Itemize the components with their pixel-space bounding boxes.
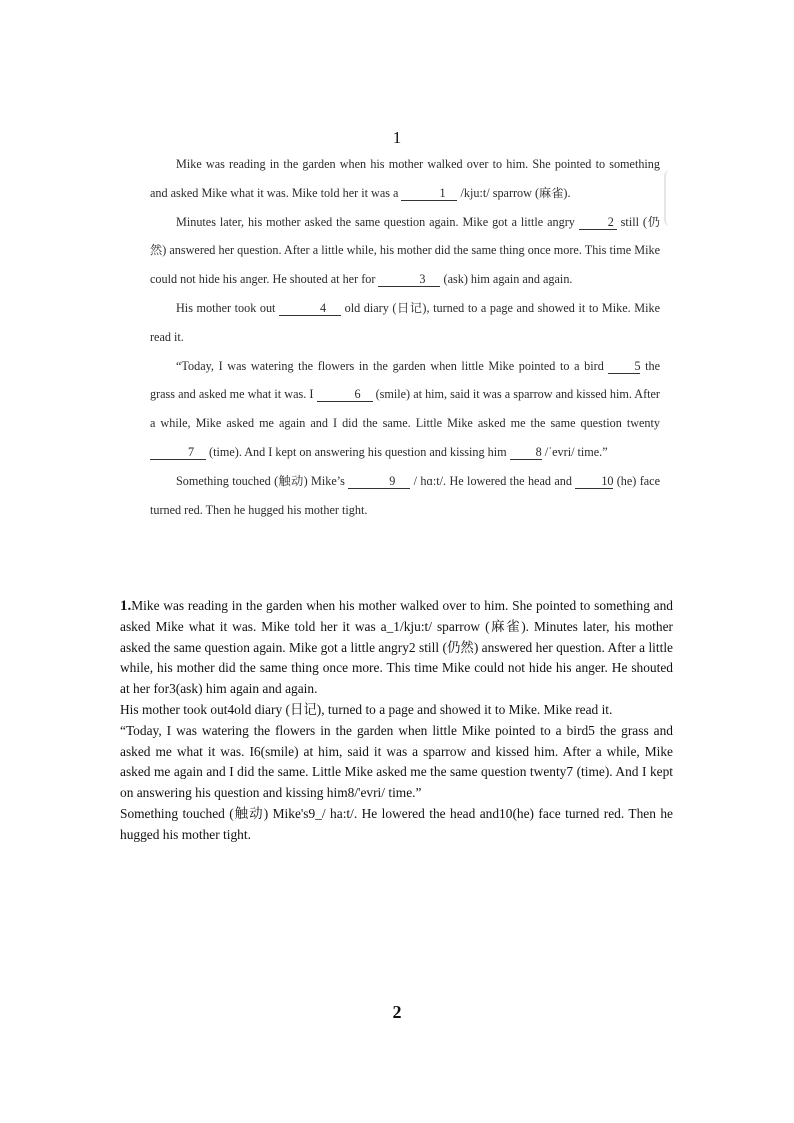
scan-text: old diary (日记), turned to a page and showed it to Mike. Mike read it. — [150, 300, 660, 344]
scan-paragraph-5 — [150, 467, 660, 525]
blank-2: 2 — [579, 216, 617, 230]
scanned-passage — [150, 150, 660, 524]
typed-text: Mike was reading in the garden when his mother walked over to him. She pointed to something and asked Mike what it was. Mike told her it was a_1/kju:t/ sparrow (麻雀). Minutes later, his mother asked the same question again. Mike got a little angry2 still (仍然) answered her question. After a little while, his mother did the same thing once more. This time Mike could not hide his anger. He shouted at her for3(ask) him again and again. — [120, 598, 673, 697]
scan-paragraph-2 — [150, 208, 660, 294]
scan-paragraph-4 — [150, 352, 660, 467]
scan-text: (he) face turned red. Then he hugged his mother tight. — [150, 473, 660, 517]
scan-edge-artifact — [664, 170, 676, 226]
scan-text: His mother took out — [176, 300, 280, 315]
blank-7: 7 — [150, 446, 206, 460]
page-number-1: 1 — [392, 128, 402, 147]
blank-1: 1 — [401, 187, 457, 201]
typed-paragraph-3: “Today, I was watering the flowers in the garden when little Mike pointed to a bird5 the grass and asked me what it was. I6(smile) at him, said it was a sparrow and kissed him. After a while, Mike asked me again and I did the same. Little Mike asked me the same question twenty7 (time). And I kept on answering his question and kissing him8/'evri/ time.” — [120, 722, 673, 801]
scan-text: Something touched (触动) Mike’s — [176, 473, 349, 488]
scan-text: (smile) at him, said it was a sparrow and kissed him. After a while, Mike asked me again and I did the same. Little Mike asked me the same question twenty — [150, 387, 660, 431]
scan-paragraph-1 — [150, 150, 660, 208]
blank-3: 3 — [378, 273, 440, 287]
scan-paragraph-3 — [150, 294, 660, 352]
scan-text: /kju:t/ sparrow (麻雀). — [457, 185, 571, 200]
question-number: 1. — [120, 598, 132, 614]
blank-6: 6 — [317, 388, 373, 402]
scan-text: / hɑ:t/. He lowered the head and — [410, 473, 576, 488]
blank-8: 8 — [510, 446, 542, 460]
scan-text: “Today, I was watering the flowers in the garden when little Mike pointed to a bird — [176, 358, 609, 373]
scan-text: (ask) him again and again. — [440, 272, 573, 287]
typed-paragraph-1 — [120, 596, 673, 700]
typed-passage — [120, 596, 673, 846]
blank-5: 5 — [608, 360, 640, 374]
scan-text: the grass and asked me what it was. I — [150, 358, 661, 402]
page-number-2: 2 — [392, 1002, 402, 1022]
scan-text: (time). And I kept on answering his question and kissing him — [206, 444, 510, 459]
blank-4: 4 — [279, 302, 341, 316]
scan-text: Mike was reading in the garden when his mother walked over to him. She pointed to something and asked Mike what it was. Mike told her it was a — [150, 157, 660, 200]
scan-text: still (仍然) answered her question. After a little while, his mother did the same thing once more. This time Mike could not hide his anger. He shouted at her for — [150, 214, 660, 287]
scan-text: Minutes later, his mother asked the same question again. Mike got a little angry — [176, 214, 579, 229]
typed-paragraph-2: His mother took out4old diary (日记), turned to a page and showed it to Mike. Mike read it. — [120, 701, 613, 717]
scan-text: /ˈevri/ time.” — [541, 444, 608, 459]
blank-9: 9 — [348, 475, 410, 489]
blank-10: 10 — [575, 475, 613, 489]
typed-paragraph-4: Something touched (触动) Mike's9_/ ha:t/. He lowered the head and10(he) face turned red. Then he hugged his mother tight. — [120, 805, 673, 842]
